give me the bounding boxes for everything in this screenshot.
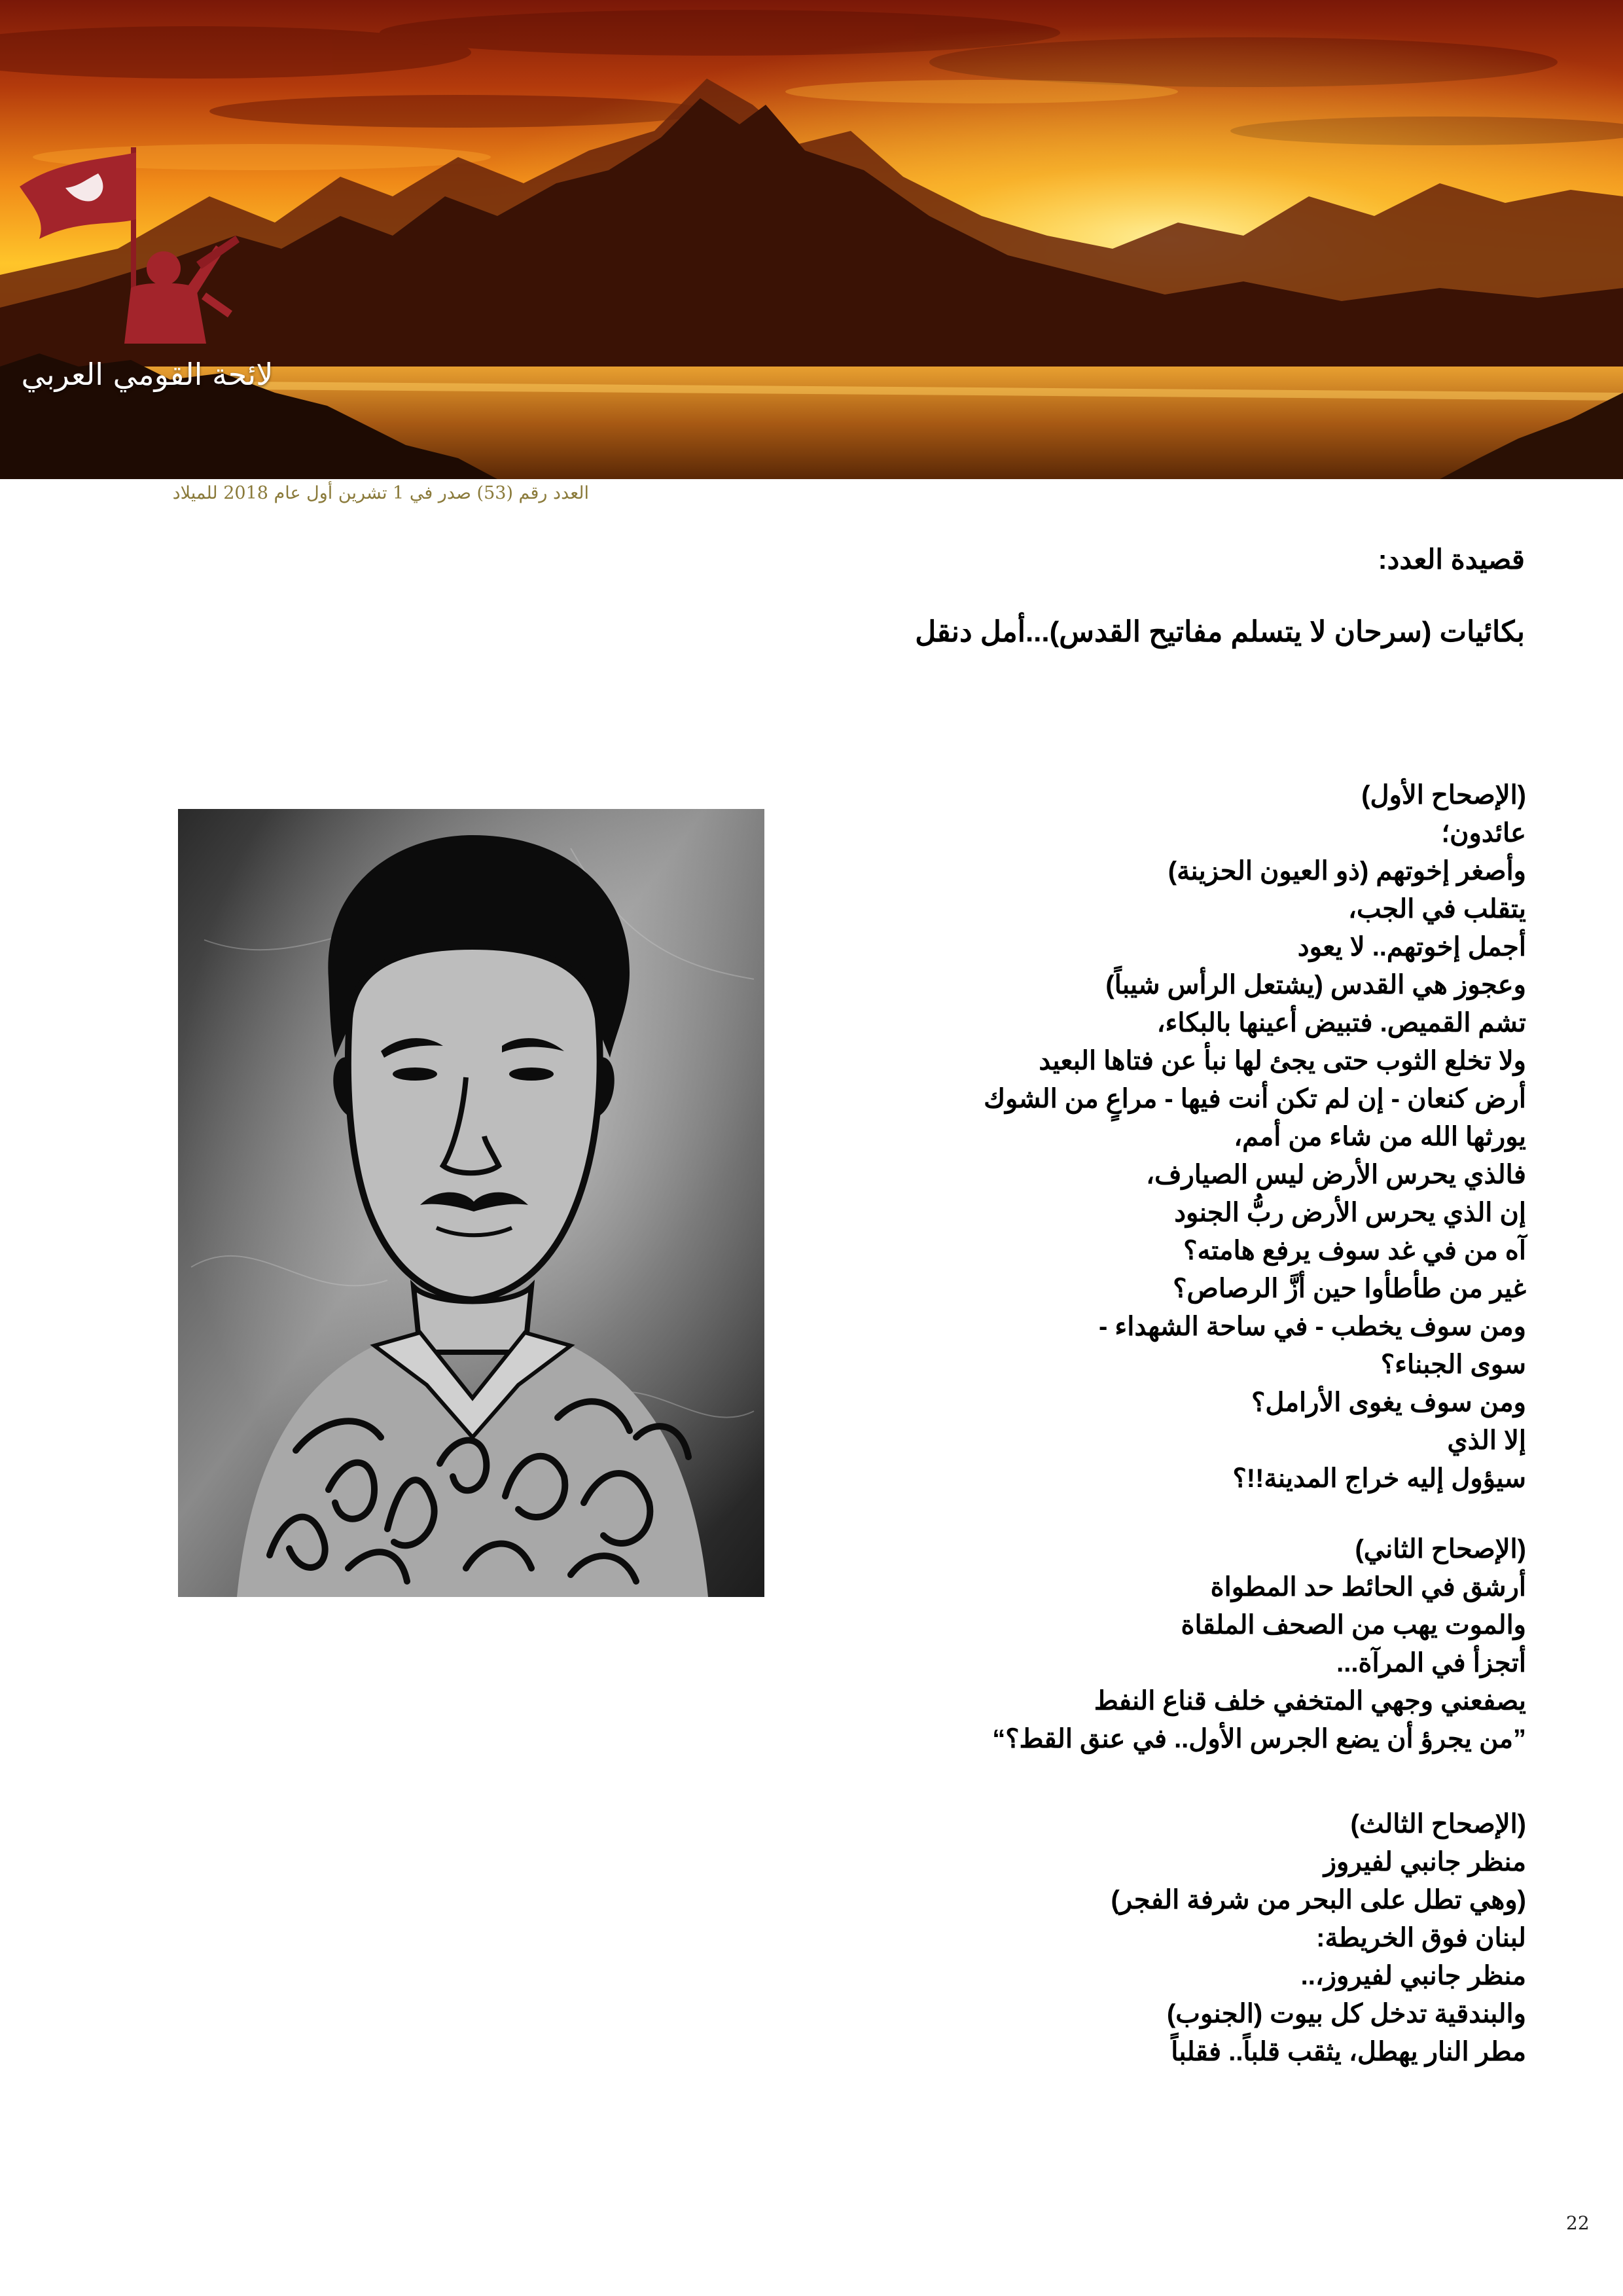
poem-line: والموت يهب من الصحف الملقاة (1181, 1611, 1526, 1640)
poem-line: يتقلب في الجب، (1348, 895, 1526, 924)
logo-text: لائحة القومي العربي (21, 357, 274, 392)
poem-title: بكائيات (سرحان لا يتسلم مفاتيح القدس)...أمل دنقل (915, 616, 1525, 648)
poem-line: وعجوز هي القدس (يشتعل الرأس شيباً) (1105, 971, 1526, 999)
poem-line: (الإصحاح الثالث) (1350, 1810, 1526, 1839)
poem-label: قصيدة العدد: (1378, 544, 1525, 575)
poem-line: والبندقية تدخل كل بيوت (الجنوب) (1166, 2000, 1526, 2028)
issue-info: العدد رقم (53) صدر في 1 تشرين أول عام 2018 للميلاد (172, 483, 589, 503)
poem-line: سيؤول إليه خراج المدينة!!؟ (1232, 1464, 1526, 1493)
poem-line: يورثها الله من شاء من أمم، (1234, 1122, 1526, 1151)
poem-line: إن الذي يحرس الأرض ربُّ الجنود (1174, 1198, 1526, 1227)
page-number: 22 (1566, 2212, 1590, 2234)
portrait-illustration (178, 809, 764, 1597)
poem-line: ولا تخلع الثوب حتى يجئ لها نبأ عن فتاها البعيد (1039, 1047, 1526, 1075)
poem-line: أرشق في الحائط حد المطواة (1210, 1573, 1526, 1602)
poem-line: آه من في غد سوف يرفع هامته؟ (1183, 1236, 1526, 1265)
logo-emblem-icon (20, 147, 275, 363)
poem-line: أتجزأ في المرآة... (1336, 1649, 1526, 1677)
poem-line: فالذي يحرس الأرض ليس الصيارف، (1146, 1160, 1526, 1189)
poem-line: ومن سوف يغوى الأرامل؟ (1251, 1388, 1526, 1417)
poem-line: سوى الجبناء؟ (1380, 1350, 1526, 1379)
stanza-1 (984, 776, 1526, 1498)
poem-line: (الإصحاح الأول) (1361, 781, 1526, 810)
poem-line: أجمل إخوتهم.. لا يعود (1297, 933, 1526, 961)
stanza-2 (992, 1530, 1526, 1758)
poem-line: ”من يجرؤ أن يضع الجرس الأول.. في عنق القط؟“ (992, 1725, 1526, 1753)
poem-line: إلا الذي (1447, 1426, 1526, 1455)
poem-line: منظر جانبي لفيروز،.. (1300, 1962, 1526, 1990)
poem-line: مطر النار يهطل، يثقب قلباً.. فقلباً (1171, 2037, 1526, 2066)
poem-line: (وهي تطل على البحر من شرفة الفجر) (1111, 1886, 1526, 1914)
poem-line: (الإصحاح الثاني) (1355, 1535, 1526, 1564)
poem-line: منظر جانبي لفيروز (1323, 1848, 1526, 1876)
poem-line: لبنان فوق الخريطة: (1316, 1924, 1526, 1952)
poem-line: ومن سوف يخطب - في ساحة الشهداء - (1099, 1312, 1526, 1341)
poem-line: أرض كنعان - إن لم تكن أنت فيها - مراعٍ من الشوك (984, 1085, 1526, 1113)
poem-line: عائدون؛ (1441, 819, 1526, 848)
poem-line: وأصغر إخوتهم (ذو العيون الحزينة) (1168, 857, 1526, 886)
poem-line: غير من طأطأوا حين أزَّ الرصاص؟ (1173, 1274, 1526, 1303)
poet-portrait-image (178, 809, 764, 1597)
stanza-3 (1111, 1805, 1526, 2071)
poem-line: تشم القميص. فتبيض أعينها بالبكاء، (1156, 1009, 1526, 1037)
poem-line: يصفعني وجهي المتخفي خلف قناع النفط (1094, 1687, 1526, 1715)
